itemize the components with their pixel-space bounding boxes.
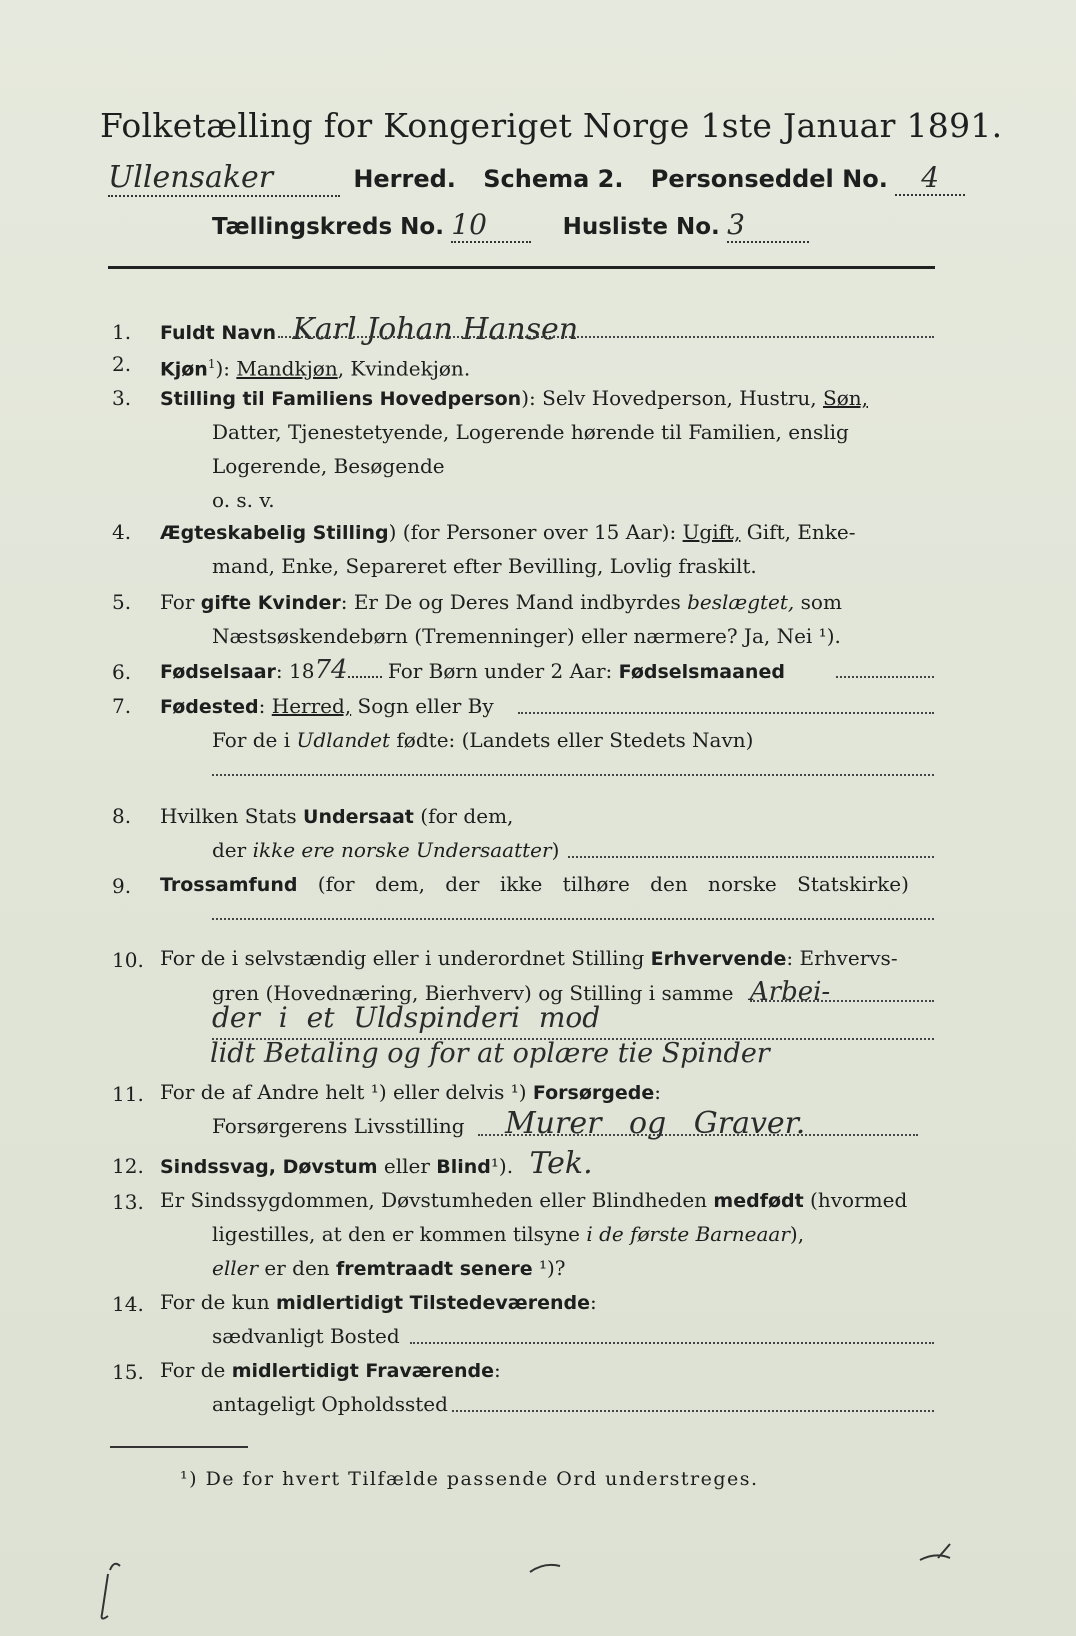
q6-label: Fødselsaar [160, 661, 276, 683]
kreds-line [212, 208, 809, 243]
q13-line3 [212, 1254, 566, 1283]
q15-pre: For de [160, 1358, 232, 1382]
herred-line [108, 160, 965, 197]
q7-line2-italic: Udlandet [296, 728, 391, 752]
q12-answer: Tek. [529, 1146, 593, 1181]
q6-fill-line [836, 676, 934, 678]
q6-number: 6. [112, 660, 132, 684]
q14-number: 14. [112, 1292, 144, 1316]
q5-italic: beslægtet, [687, 590, 795, 614]
q10-pre: For de i selvstændig eller i underordnet Stilling [160, 946, 651, 970]
q10-answer-3: lidt Betaling og for at oplære tie Spinder [210, 1038, 770, 1069]
q12-number: 12. [112, 1154, 144, 1178]
q5-line2: Næstsøskendebørn (Tremenninger) eller nærmere? Ja, Nei ¹). [212, 624, 841, 648]
pen-mark-middle [530, 1565, 560, 1572]
q3-line4: o. s. v. [212, 488, 275, 512]
q13-line2 [212, 1220, 804, 1248]
q10-line2-text: gren (Hovednæring, Bierhverv) og Stilling i samme [212, 981, 734, 1005]
q7-line1 [160, 692, 494, 721]
q15-number: 15. [112, 1360, 144, 1384]
q5-line1-text: : Er De og Deres Mand indbyrdes [340, 590, 688, 614]
q1-answer: Karl Johan Hansen [292, 312, 579, 347]
schema-label: Schema 2. [483, 165, 624, 193]
q10-number: 10. [112, 948, 144, 972]
q11-number: 11. [112, 1082, 144, 1106]
q14-end: : [590, 1290, 597, 1314]
q11-fill-line [478, 1134, 918, 1136]
q9-label: Trossamfund [160, 874, 298, 896]
q2-number: 2. [112, 352, 132, 376]
q8-line2-italic: ikke ere norske Undersaatter [252, 838, 552, 862]
q8-number: 8. [112, 804, 132, 828]
q11-label: Forsørgede [532, 1082, 655, 1104]
q3-line3: Logerende, Besøgende [212, 454, 445, 478]
q11-pre: For de af Andre helt ¹) eller delvis ¹) [160, 1080, 533, 1104]
q9-line1 [160, 870, 909, 899]
q11-line1 [160, 1078, 661, 1107]
q4-selected: Ugift, [682, 520, 741, 544]
pen-mark-right [920, 1544, 950, 1560]
q13-line3-label: fremtraadt senere [336, 1258, 533, 1280]
q14-pre: For de kun [160, 1290, 276, 1314]
q3-selected: Søn, [823, 386, 868, 410]
q7-blank-line [212, 774, 934, 776]
q2-pre: ): [215, 356, 237, 381]
q5-line1 [160, 588, 842, 617]
q3-line2: Datter, Tjenestetyende, Logerende hørende til Familien, enslig [212, 420, 849, 444]
q13-number: 13. [112, 1190, 144, 1214]
q12-row [160, 1146, 593, 1181]
q5-label: gifte Kvinder [200, 592, 341, 614]
q15-fill-line [452, 1410, 934, 1412]
q6-rest: For Børn under 2 Aar: [381, 659, 619, 683]
herred-name: Ullensaker [108, 160, 340, 197]
q11-line2-text: Forsørgerens Livsstilling [212, 1114, 465, 1138]
q10-fill-line-1 [750, 1000, 934, 1002]
husliste-number: 3 [727, 208, 809, 243]
q7-label: Fødested [160, 696, 259, 718]
herred-label: Herred. [353, 165, 456, 193]
q13-line2-italic: i de første Barneaar [586, 1222, 790, 1246]
q4-line1-text: ) (for Personer over 15 Aar): [388, 520, 683, 544]
pen-marks [80, 1530, 960, 1620]
q3-label: Stilling til Familiens Hovedperson [160, 388, 522, 410]
q11-end: : [654, 1080, 661, 1104]
q13-line2-pre: ligestilles, at den er kommen tilsyne [212, 1222, 587, 1246]
q10-answer-1: Arbei- [749, 977, 831, 1007]
q13-pre: Er Sindssygdommen, Døvstumheden eller Blindheden [160, 1188, 714, 1212]
header-rule [108, 266, 935, 269]
q7-fill-line [518, 712, 934, 714]
q14-label: midlertidigt Tilstedeværende [275, 1292, 590, 1314]
q7-selected: Herred, [271, 694, 352, 718]
q2-option-kvindekjon: , Kvindekjøn. [337, 356, 471, 381]
q2-row [160, 350, 470, 384]
q2-sup: 1 [207, 357, 216, 371]
q6-year-fill [348, 676, 382, 678]
q1-number: 1. [112, 320, 132, 344]
q4-label: Ægteskabelig Stilling [160, 522, 389, 544]
pen-mark-left [102, 1564, 120, 1619]
q7-number: 7. [112, 694, 132, 718]
q10-line1 [160, 944, 898, 973]
personseddel-label: Personseddel No. [650, 165, 888, 193]
q10-label: Erhvervende [650, 948, 787, 970]
husliste-label: Husliste No. [562, 214, 720, 240]
q4-line1 [160, 518, 856, 547]
q8-rest: (for dem, [413, 804, 514, 828]
q7-line2-pre: For de i [212, 728, 297, 752]
kreds-number: 10 [451, 208, 531, 243]
q2-option-mandkjon: Mandkjøn [236, 356, 338, 381]
q1-fill-line [278, 336, 934, 338]
q11-answer: Murer og Graver. [504, 1106, 806, 1141]
q15-label: midlertidigt Fraværende [231, 1360, 494, 1382]
q13-line2-rest: ), [789, 1222, 805, 1246]
q5-line1-end: som [794, 590, 842, 614]
q13-line1 [160, 1186, 907, 1215]
q9-rest: (for dem, der ikke tilhøre den norske Statskirke) [297, 872, 909, 896]
q2-label: Kjøn [160, 358, 208, 381]
q6-label2: Fødselsmaaned [618, 661, 785, 683]
personseddel-number: 4 [895, 161, 965, 196]
q6-pre: : 18 [275, 659, 315, 683]
q12-label2: Blind [436, 1156, 491, 1178]
q6-year: 74 [314, 655, 348, 685]
q13-line3-rest: ¹)? [532, 1256, 566, 1280]
q15-end: : [493, 1358, 501, 1382]
q5-label-pre: For [160, 590, 201, 614]
q8-line2 [212, 836, 559, 864]
q7-rest: Sogn eller By [351, 694, 494, 718]
q10-rest: : Erhvervs- [786, 946, 898, 970]
q8-pre: Hvilken Stats [160, 804, 304, 828]
q1-row [160, 312, 579, 347]
q9-number: 9. [112, 874, 132, 898]
q8-label: Undersaat [303, 806, 414, 828]
q12-end: ¹). [490, 1154, 514, 1178]
q15-line1 [160, 1356, 501, 1385]
q12-label: Sindssvag, Døvstum [160, 1156, 378, 1178]
q8-fill-line [568, 856, 934, 858]
q8-line2-pre: der [212, 838, 253, 862]
q5-number: 5. [112, 590, 132, 614]
q7-pre: : [258, 694, 272, 718]
q4-line1-end: Gift, Enke- [740, 520, 856, 544]
q1-label: Fuldt Navn [160, 322, 277, 344]
footnote: ¹) De for hvert Tilfælde passende Ord understreges. [180, 1468, 759, 1490]
q13-label: medfødt [713, 1190, 804, 1212]
q7-line2 [212, 726, 753, 754]
q6-row [160, 656, 785, 686]
kreds-label: Tællingskreds No. [212, 214, 444, 240]
q3-line1-text: ): Selv Hovedperson, Hustru, [521, 386, 824, 410]
q3-number: 3. [112, 386, 132, 410]
q13-line3-pre: er den [258, 1256, 337, 1280]
q3-line1 [160, 384, 868, 413]
q9-blank-line [212, 918, 934, 920]
form-title: Folketælling for Kongeriget Norge 1ste Januar 1891. [100, 106, 1003, 145]
q15-line2: antageligt Opholdssted [212, 1392, 448, 1416]
q8-line2-rest: ) [551, 838, 560, 862]
footnote-rule [110, 1446, 248, 1448]
q7-line2-rest: fødte: (Landets eller Stedets Navn) [390, 728, 754, 752]
q12-mid: eller [377, 1154, 437, 1178]
q13-line3-italic: eller [212, 1256, 259, 1280]
q14-fill-line [410, 1342, 934, 1344]
q14-line2: sædvanligt Bosted [212, 1324, 400, 1348]
q8-line1 [160, 802, 513, 831]
q4-line2: mand, Enke, Separeret efter Bevilling, Lovlig fraskilt. [212, 554, 757, 578]
q10-answer-2: der i et Uldspinderi mod [212, 1001, 601, 1034]
q14-line1 [160, 1288, 597, 1317]
q13-rest: (hvormed [803, 1188, 908, 1212]
q4-number: 4. [112, 520, 132, 544]
